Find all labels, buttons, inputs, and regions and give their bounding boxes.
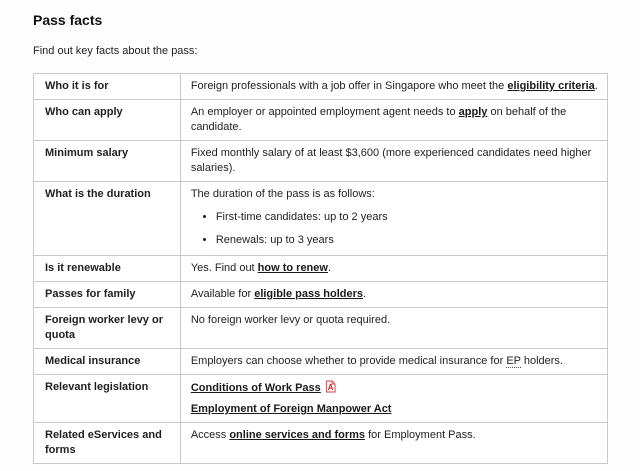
eligibility-criteria-link[interactable]: eligibility criteria [507,80,595,92]
row-label: What is the duration [34,182,181,256]
page-title: Pass facts [33,12,103,28]
row-value [180,256,607,282]
table-row-related-eservices [34,423,608,464]
value-text: An employer or appointed employment agent needs to [190,106,459,118]
list-item: • First-time candidates: up to 2 years [216,210,599,225]
row-value [180,182,607,256]
row-value [180,423,607,464]
value-text: Fixed monthly salary of at least $3,600 (more experienced candidates need higher salaries). [190,147,592,174]
intro-text: Find out key facts about the pass: [33,45,198,57]
value-text: holders. [520,355,563,367]
row-label: Medical insurance [34,349,181,375]
row-label: Passes for family [34,282,181,308]
table-row-who-it-is-for [34,74,608,100]
row-label: Foreign worker levy or quota [34,308,181,349]
svg-text:A: A [327,383,334,393]
how-to-renew-link[interactable]: how to renew [257,262,328,274]
table-row-passes-for-family [34,282,608,308]
row-label: Related eServices and forms [34,423,181,464]
online-services-forms-link[interactable]: online services and forms [229,429,366,441]
value-text: Yes. Find out [190,262,258,274]
table-row-duration [34,182,608,256]
apply-link[interactable]: apply [458,106,488,118]
legislation-line [191,380,599,398]
table-row-renewable [34,256,608,282]
table-row-medical-insurance [34,349,608,375]
row-value [180,282,607,308]
row-value [180,308,607,349]
ep-abbreviation[interactable]: EP [506,355,521,367]
employment-foreign-manpower-act-link[interactable]: Employment of Foreign Manpower Act [190,403,392,415]
row-label: Is it renewable [34,256,181,282]
value-text: The duration of the pass is as follows: [190,188,375,200]
row-value [180,349,607,375]
legislation-line [191,402,599,417]
eligible-pass-holders-link[interactable]: eligible pass holders [254,288,364,300]
row-value [180,100,607,141]
row-label: Who can apply [34,100,181,141]
list-item: • Renewals: up to 3 years [216,233,599,248]
table-row-who-can-apply [34,100,608,141]
row-label: Who it is for [34,74,181,100]
value-text: Access [190,429,230,441]
row-label: Relevant legislation [34,375,181,423]
value-text: on behalf of the candidate. [190,106,567,133]
value-text: for Employment Pass. [365,429,476,441]
table-row-relevant-legislation [34,375,608,423]
value-text: . [594,80,598,92]
duration-list [191,210,599,248]
row-value [180,74,607,100]
value-text: . [363,288,367,300]
value-text: No foreign worker levy or quota required. [190,314,391,326]
value-text: Foreign professionals with a job offer in Singapore who meet the [190,80,508,92]
pass-facts-table [33,73,608,464]
conditions-of-work-pass-link[interactable]: Conditions of Work Pass [190,382,321,394]
table-row-levy-quota [34,308,608,349]
value-text: Employers can choose whether to provide medical insurance for [190,355,507,367]
row-value [180,141,607,182]
pdf-file-icon [325,380,336,398]
value-text: . [327,262,332,274]
value-text: Available for [190,288,255,300]
row-value [180,375,607,423]
row-label: Minimum salary [34,141,181,182]
table-row-minimum-salary [34,141,608,182]
